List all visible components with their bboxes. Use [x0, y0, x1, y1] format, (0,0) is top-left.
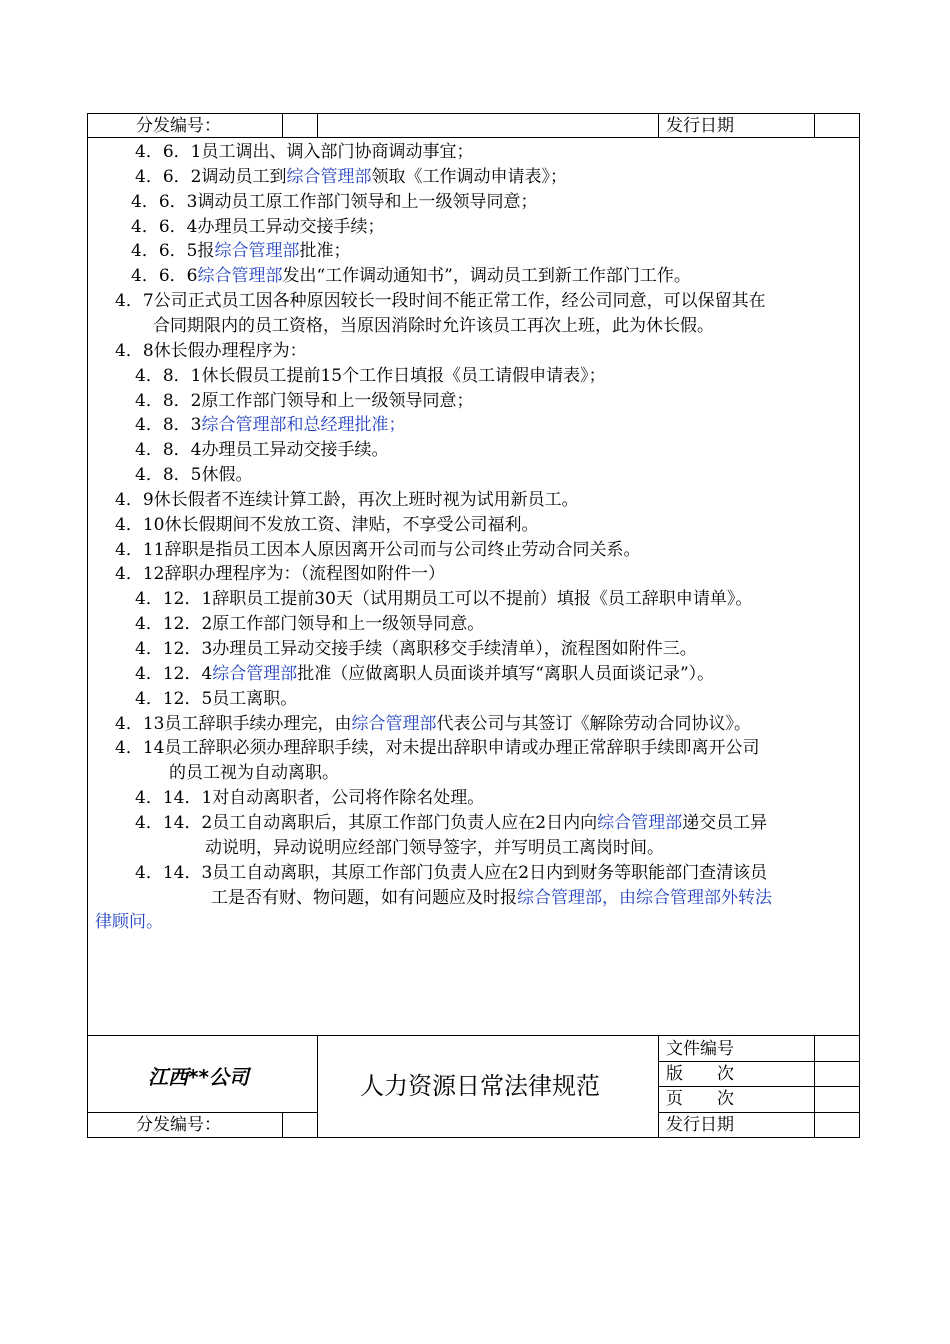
line-text: 4．10休长假期间不发放工资、津贴，不享受公司福利。 — [115, 514, 539, 535]
line-text: 代表公司与其签订《解除劳动合同协议》。 — [436, 713, 751, 734]
body-line — [135, 389, 473, 413]
line-text: 4．14．2员工自动离职后，其原工作部门负责人应在2日内向 — [135, 812, 598, 833]
line-text: 4．6．5报 — [131, 241, 215, 262]
body-line — [211, 886, 772, 910]
line-text: 4．12．3办理员工异动交接手续（离职移交手续清单），流程图如附件三。 — [135, 639, 697, 659]
line-text: 的员工视为自动离职。 — [169, 763, 339, 784]
dist-no-label: 分发编号： — [136, 116, 221, 136]
link-text: 综合管理部，由综合管理部外转法 — [517, 887, 772, 908]
body-line — [135, 165, 567, 189]
line-text: 4．12辞职办理程序为：（流程图如附件一） — [115, 564, 445, 585]
body-line — [135, 687, 297, 711]
body-line — [135, 811, 767, 835]
line-text: 合同期限内的员工资格，当原因消除时允许该员工再次上班，此为休长假。 — [153, 315, 714, 336]
body-line — [135, 364, 606, 388]
body-line — [135, 662, 714, 686]
footer-divider — [282, 1112, 283, 1138]
line-text: 4．8．1休长假员工提前15个工作日填报《员工请假申请表》； — [135, 365, 606, 386]
line-text: 4．14．3员工自动离职，其原工作部门负责人应在2日内到财务等职能部门查清该员 — [135, 862, 768, 883]
line-text: 领取《工作调动申请表》； — [371, 166, 567, 187]
line-text: 4．7公司正式员工因各种原因较长一段时间不能正常工作，经公司同意，可以保留其在 — [115, 291, 766, 312]
version-label: 版 次 — [666, 1064, 734, 1084]
line-text: 批准（应做离职人员面谈并填写“离职人员面谈记录”）。 — [297, 663, 715, 684]
header-divider — [658, 113, 659, 138]
line-text: 批准； — [299, 241, 351, 262]
body-line — [135, 438, 388, 462]
body-line — [131, 215, 384, 239]
link-text: 综合管理部 — [197, 266, 283, 287]
body-line — [115, 289, 766, 313]
line-text: 4．13员工辞职手续办理完，由 — [115, 713, 352, 734]
link-text: 综合管理部和总经理批准； — [201, 415, 406, 436]
company-name: 江西**公司 — [148, 1065, 249, 1089]
line-text: 4．12．2原工作部门领导和上一级领导同意。 — [135, 614, 485, 635]
link-text: 律顾问。 — [95, 912, 163, 933]
body-line — [115, 339, 307, 363]
header-divider — [282, 113, 283, 138]
line-text: 4．8．3 — [135, 415, 202, 436]
body-line — [131, 190, 537, 214]
line-text: 4．6．3调动员工原工作部门领导和上一级领导同意； — [131, 191, 538, 212]
footer-divider — [317, 1035, 318, 1138]
body-line — [135, 786, 484, 810]
body-line — [135, 612, 484, 636]
link-text: 综合管理部 — [597, 812, 683, 833]
page-label: 页 次 — [666, 1089, 734, 1109]
header-divider — [317, 113, 318, 138]
line-text: 工是否有财、物问题，如有问题应及时报 — [211, 887, 517, 908]
issue-date-label: 发行日期 — [666, 116, 734, 136]
body-line — [115, 513, 538, 537]
line-text: 发出“工作调动通知书”，调动员工到新工作部门工作。 — [282, 266, 691, 287]
body-line — [153, 314, 714, 338]
line-text: 4．12．4 — [135, 663, 213, 684]
body-line — [135, 861, 767, 885]
link-text: 综合管理部 — [351, 713, 437, 734]
line-text: 4．11辞职是指员工因本人原因离开公司而与公司终止劳动合同关系。 — [115, 539, 641, 560]
footer-dist-no-label: 分发编号： — [136, 1115, 221, 1135]
body-line — [205, 836, 664, 860]
line-text: 4．6．1员工调出、调入部门协商调动事宜； — [135, 142, 474, 162]
body-line — [135, 463, 252, 487]
line-text: 4．6．2调动员工到 — [135, 166, 287, 187]
line-text: 4．8．2原工作部门领导和上一级领导同意； — [135, 390, 474, 411]
line-text: 4．8．4办理员工异动交接手续。 — [135, 440, 389, 461]
body-line — [115, 736, 759, 760]
link-text: 综合管理部 — [286, 166, 372, 187]
body-line — [115, 538, 640, 562]
line-text: 4．9休长假者不连续计算工龄，再次上班时视为试用新员工。 — [115, 489, 579, 510]
body-line — [131, 264, 691, 288]
file-no-label: 文件编号 — [666, 1039, 734, 1059]
document-title: 人力资源日常法律规范 — [360, 1072, 600, 1100]
line-text: 递交员工异 — [682, 812, 768, 833]
line-text: 4．14．1对自动离职者，公司将作除名处理。 — [135, 788, 485, 809]
footer-issue-date-label: 发行日期 — [666, 1115, 734, 1135]
body-line — [95, 910, 163, 934]
body-line — [115, 712, 751, 736]
body-line — [135, 413, 405, 437]
line-text: 4．8休长假办理程序为： — [115, 340, 307, 361]
body-line — [115, 488, 579, 512]
header-divider — [814, 113, 815, 138]
line-text: 4．6．4办理员工异动交接手续； — [131, 216, 385, 237]
line-text: 动说明，异动说明应经部门领导签字，并写明员工离岗时间。 — [205, 837, 664, 858]
body-line — [135, 637, 697, 661]
body-line — [169, 761, 339, 785]
body-line — [115, 562, 445, 586]
body-line — [135, 140, 473, 164]
line-text: 4．12．5员工离职。 — [135, 688, 298, 709]
line-text: 4．8．5休假。 — [135, 465, 253, 486]
body-line — [135, 587, 752, 611]
link-text: 综合管理部 — [212, 663, 298, 684]
body-line — [131, 239, 350, 263]
line-text: 4．12．1辞职员工提前30天（试用期员工可以不提前）填报《员工辞职申请单》。 — [135, 589, 753, 610]
line-text: 4．14员工辞职必须办理辞职手续，对未提出辞职申请或办理正常辞职手续即离开公司 — [115, 738, 760, 759]
line-text: 4．6．6 — [131, 266, 198, 287]
link-text: 综合管理部 — [214, 241, 300, 262]
